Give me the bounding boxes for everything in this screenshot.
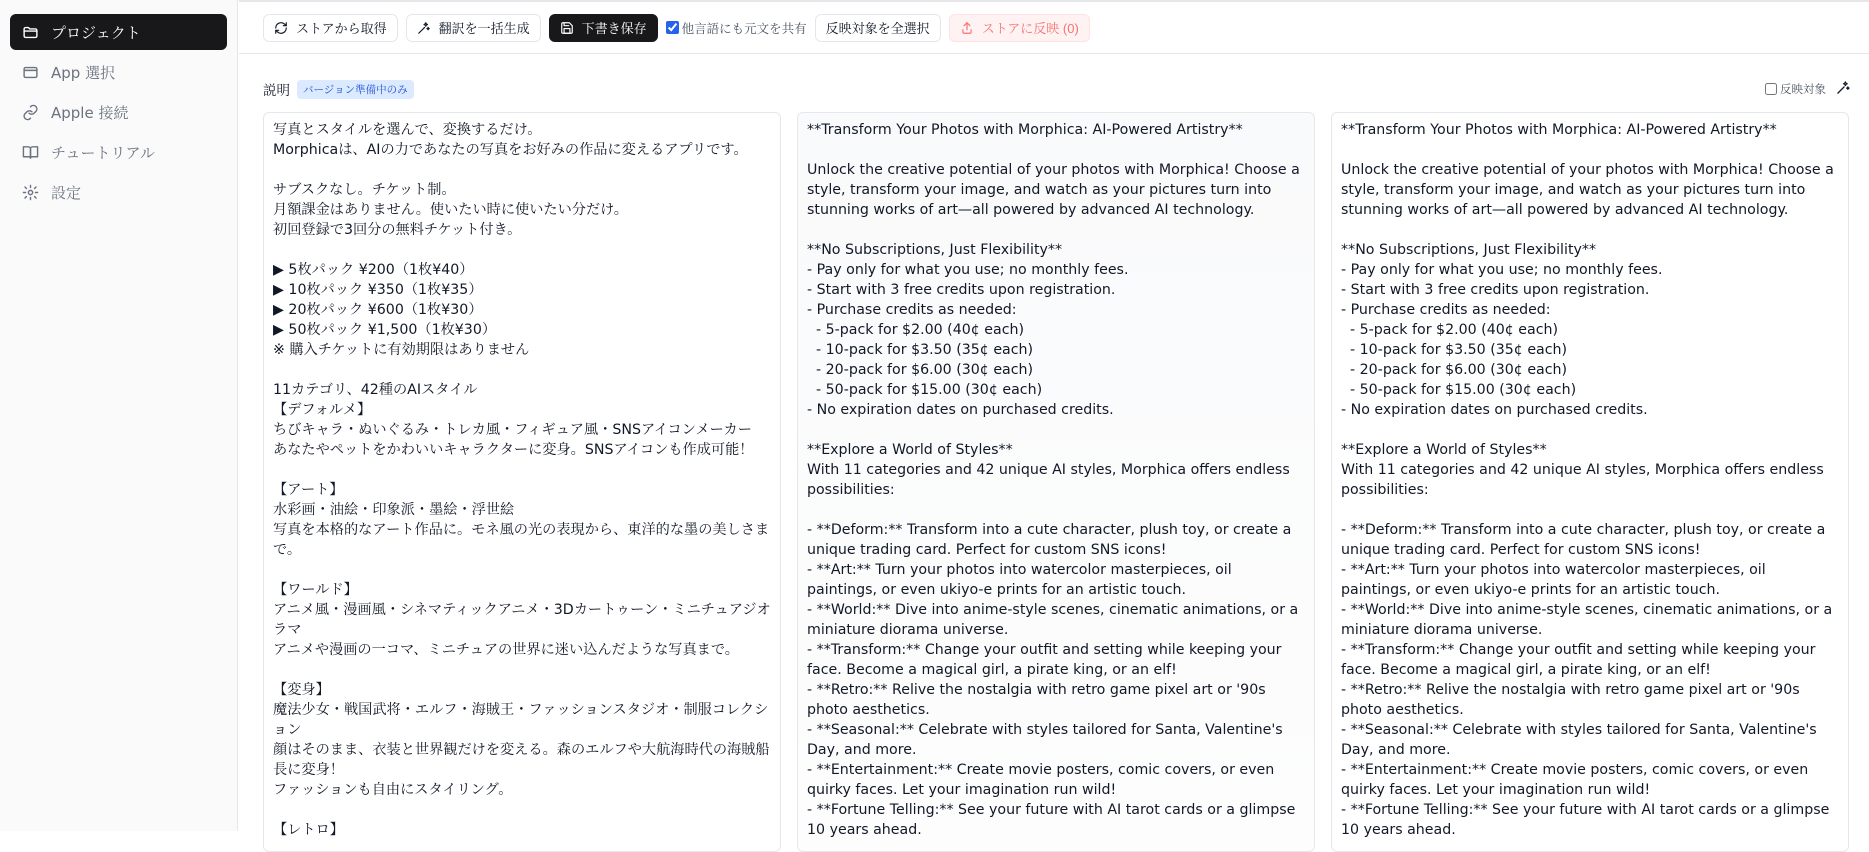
reflect-target-toggle[interactable]	[1765, 81, 1826, 97]
sparkles-icon[interactable]	[1836, 80, 1851, 98]
fetch-from-store-button[interactable]	[263, 14, 398, 42]
sidebar-item-label: チュートリアル	[51, 143, 155, 162]
share-original-checkbox[interactable]	[666, 21, 679, 34]
description-en-textarea[interactable]: **Transform Your Photos with Morphica: AI-Powered Artistry** Unlock the creative potential of your photos with Morphica! Choose a style, transform your image, and watch as your pictures turn into stunning works of art—all powered by advanced AI technology. **No Subscriptions, Just Flexibility** - Pay only for what you use; no monthly fees. - Start with 3 free credits upon registration. - Purchase credits as needed: - 5-pack for $2.00 (40¢ each) - 10-pack for $3.50 (35¢ each) - 20-pack for $6.00 (30¢ each) - 50-pack for $15.00 (30¢ each) - No expiration dates on purchased credits. **Explore a World of Styles** With 11 categories and 42 unique AI styles, Morphica offers endless possibilities: - **Deform:** Transform into a cute character, plush toy, or create a unique trading card. Perfect for custom SNS icons! - **Art:** Turn your photos into watercolor masterpieces, oil paintings, or even ukiyo-e prints for an artistic touch. - **World:** Dive into anime-style scenes, cinematic animations, or a miniature diorama universe. - **Transform:** Change your outfit and setting while keeping your face. Become a magical girl, a pirate king, or an elf! - **Retro:** Relive the nostalgia with retro game pixel art or '90s photo aesthetics. - **Seasonal:** Celebrate with styles tailored for Santa, Valentine's Day, and more. - **Entertainment:** Create movie posters, comic covers, or even quirky faces. Let your imagination run wild! - **Fortune Telling:** See your future with AI tarot cards or a glimpse 10 years ahead.	[797, 112, 1315, 852]
save-icon	[560, 21, 574, 35]
fetch-from-store-label: ストアから取得	[296, 21, 387, 36]
sidebar	[0, 0, 238, 831]
share-original-label: 他言語にも元文を共有	[681, 20, 807, 36]
bulk-translate-label: 翻訳を一括生成	[438, 21, 530, 36]
sparkles-icon	[417, 21, 431, 35]
book-icon	[22, 144, 39, 161]
folder-icon	[22, 24, 39, 41]
toolbar	[239, 0, 1869, 54]
app-window-icon	[22, 64, 39, 81]
sidebar-item-tutorial[interactable]	[10, 134, 227, 170]
publish-to-store-button[interactable]	[949, 14, 1090, 42]
sidebar-item-label: Apple 接続	[51, 103, 129, 122]
link-icon	[22, 104, 39, 121]
sidebar-item-label: 設定	[51, 183, 82, 202]
sidebar-item-app-select[interactable]	[10, 54, 227, 90]
bulk-translate-button[interactable]	[406, 14, 541, 42]
reflect-target-checkbox[interactable]	[1765, 83, 1777, 95]
sidebar-item-apple-connect[interactable]	[10, 94, 227, 130]
select-all-targets-label: 反映対象を全選択	[825, 21, 930, 36]
save-draft-label: 下書き保存	[581, 21, 647, 36]
sidebar-item-label: App 選択	[51, 63, 116, 82]
description-ja-textarea[interactable]: 写真とスタイルを選んで、変換するだけ。 Morphicaは、AIの力であなたの写真をお好みの作品に変えるアプリです。 サブスクなし。チケット制。 月額課金はありません。使いたい時に使いたい分だけ。 初回登録で3回分の無料チケット付き。 ▶ 5枚パック ¥200（1枚¥40） ▶ 10枚パック ¥350（1枚¥35） ▶ 20枚パック ¥600（1枚¥30） ▶ 50枚パック ¥1,500（1枚¥30） ※ 購入チケットに有効期限はありません 11カテゴリ、42種のAIスタイル 【デフォルメ】 ちびキャラ・ぬいぐるみ・トレカ風・フィギュア風・SNSアイコンメーカー あなたやペットをかわいいキャラクターに変身。SNSアイコンも作成可能！ 【アート】 水彩画・油絵・印象派・墨絵・浮世絵 写真を本格的なアート作品に。モネ風の光の表現から、東洋的な墨の美しさまで。 【ワールド】 アニメ風・漫画風・シネマティックアニメ・3Dカートゥーン・ミニチュアジオラマ アニメや漫画の一コマ、ミニチュアの世界に迷い込んだような写真まで。 【変身】 魔法少女・戦国武将・エルフ・海賊王・ファッションスタジオ・制服コレクション 顔はそのまま、衣装と世界観だけを変える。森のエルフや大航海時代の海賊船長に変身！ ファッションも自由にスタイリング。 【レトロ】	[263, 112, 781, 852]
sidebar-item-settings[interactable]	[10, 174, 227, 210]
sidebar-nav	[0, 0, 237, 210]
refresh-icon	[274, 21, 288, 35]
reflect-target-label: 反映対象	[1780, 82, 1826, 96]
share-original-toggle[interactable]	[666, 19, 807, 37]
version-badge: バージョン準備中のみ	[297, 80, 414, 99]
description-en-textarea-2[interactable]: **Transform Your Photos with Morphica: AI-Powered Artistry** Unlock the creative potential of your photos with Morphica! Choose a style, transform your image, and watch as your pictures turn into stunning works of art—all powered by advanced AI technology. **No Subscriptions, Just Flexibility** - Pay only for what you use; no monthly fees. - Start with 3 free credits upon registration. - Purchase credits as needed: - 5-pack for $2.00 (40¢ each) - 10-pack for $3.50 (35¢ each) - 20-pack for $6.00 (30¢ each) - 50-pack for $15.00 (30¢ each) - No expiration dates on purchased credits. **Explore a World of Styles** With 11 categories and 42 unique AI styles, Morphica offers endless possibilities: - **Deform:** Transform into a cute character, plush toy, or create a unique trading card. Perfect for custom SNS icons! - **Art:** Turn your photos into watercolor masterpieces, oil paintings, or even ukiyo-e prints for an artistic touch. - **World:** Dive into anime-style scenes, cinematic animations, or a miniature diorama universe. - **Transform:** Change your outfit and setting while keeping your face. Become a magical girl, a pirate king, or an elf! - **Retro:** Relive the nostalgia with retro game pixel art or '90s photo aesthetics. - **Seasonal:** Celebrate with styles tailored for Santa, Valentine's Day, and more. - **Entertainment:** Create movie posters, comic covers, or even quirky faces. Let your imagination run wild! - **Fortune Telling:** See your future with AI tarot cards or a glimpse 10 years ahead.	[1331, 112, 1849, 852]
save-draft-button[interactable]	[549, 14, 658, 42]
section-title: 説明	[263, 83, 290, 99]
gear-icon	[22, 184, 39, 201]
select-all-targets-button[interactable]	[815, 14, 941, 42]
description-section-header	[263, 78, 1851, 100]
sidebar-item-projects[interactable]	[10, 14, 227, 50]
sidebar-item-label: プロジェクト	[51, 23, 141, 42]
publish-to-store-label: ストアに反映 (0)	[981, 21, 1079, 36]
upload-icon	[960, 21, 974, 35]
section-actions	[1765, 80, 1851, 98]
